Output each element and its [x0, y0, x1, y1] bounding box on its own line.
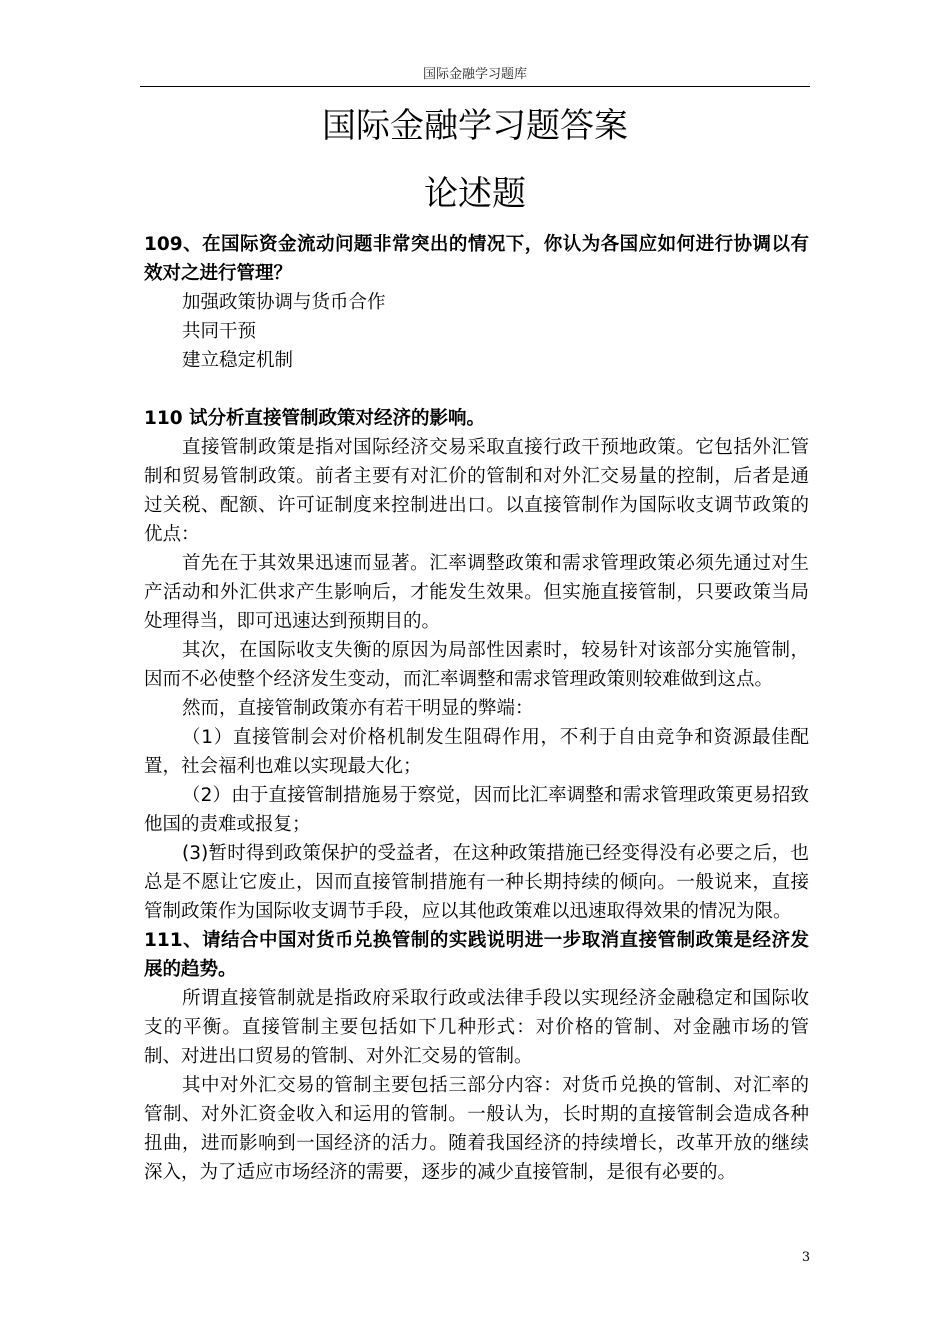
- answer-paragraph: 然而，直接管制政策亦有若干明显的弊端：: [182, 698, 534, 719]
- answer-point: 共同干预: [182, 321, 257, 342]
- answer-paragraph: 其次，在国际收支失衡的原因为局部性因素时，较易针对该部分实施管制，因而不必使整个经济发生变动，而汇率调整和需求管理政策则较难做到这点。: [144, 640, 809, 690]
- answer-paragraph: （2）由于直接管制措施易于察觉，因而比汇率调整和需求管理政策更易招致他国的责难或报复；: [144, 785, 809, 835]
- answer-paragraph: 直接管制政策是指对国际经济交易采取直接行政干预地政策。它包括外汇管制和贸易管制政策。前者主要有对汇价的管制和对外汇交易量的控制，后者是通过关税、配额、许可证制度来控制进出口。以直接管制作为国际收支调节政策的优点：: [144, 437, 809, 545]
- answer-paragraph: 首先在于其效果迅速而显著。汇率调整政策和需求管理政策必须先通过对生产活动和外汇供求产生影响后，才能发生效果。但实施直接管制，只要政策当局处理得当，即可迅速达到预期目的。: [144, 553, 809, 632]
- answer-paragraph: 所谓直接管制就是指政府采取行政或法律手段以实现经济金融稳定和国际收支的平衡。直接管制主要包括如下几种形式：对价格的管制、对金融市场的管制、对进出口贸易的管制、对外汇交易的管制。: [144, 988, 809, 1067]
- spacer: [144, 375, 809, 404]
- section-title: 论述题: [424, 174, 526, 214]
- answer-point: 加强政策协调与货币合作: [182, 292, 386, 313]
- answer-paragraph: （1）直接管制会对价格机制发生阻碍作用，不利于自由竞争和资源最佳配置，社会福利也难以实现最大化；: [144, 727, 809, 777]
- document-title: 国际金融学习题答案: [322, 106, 628, 146]
- document-body: [144, 230, 809, 1187]
- answer-paragraph: 其中对外汇交易的管制主要包括三部分内容：对货币兑换的管制、对汇率的管制、对外汇资金收入和运用的管制。一般认为，长时期的直接管制会造成各种扭曲，进而影响到一国经济的活力。随着我国经济的持续增长，改革开放的继续深入，为了适应市场经济的需要，逐步的减少直接管制，是很有必要的。: [144, 1075, 809, 1183]
- answer-point: 建立稳定机制: [182, 350, 294, 371]
- page-header: 国际金融学习题库: [140, 64, 810, 87]
- answer-paragraph: (3)暂时得到政策保护的受益者，在这种政策措施已经变得没有必要之后，也总是不愿让它废止，因而直接管制措施有一种长期持续的倾向。一般说来，直接管制政策作为国际收支调节手段，应以其他政策难以迅速取得效果的情况为限。: [144, 843, 809, 922]
- question-111: 111、请结合中国对货币兑换管制的实践说明进一步取消直接管制政策是经济发展的趋势。: [144, 930, 809, 980]
- question-109: 109、在国际资金流动问题非常突出的情况下，你认为各国应如何进行协调以有效对之进行管理？: [144, 234, 809, 284]
- question-110: 110 试分析直接管制政策对经济的影响。: [144, 408, 486, 429]
- page-number: 3: [801, 1250, 811, 1265]
